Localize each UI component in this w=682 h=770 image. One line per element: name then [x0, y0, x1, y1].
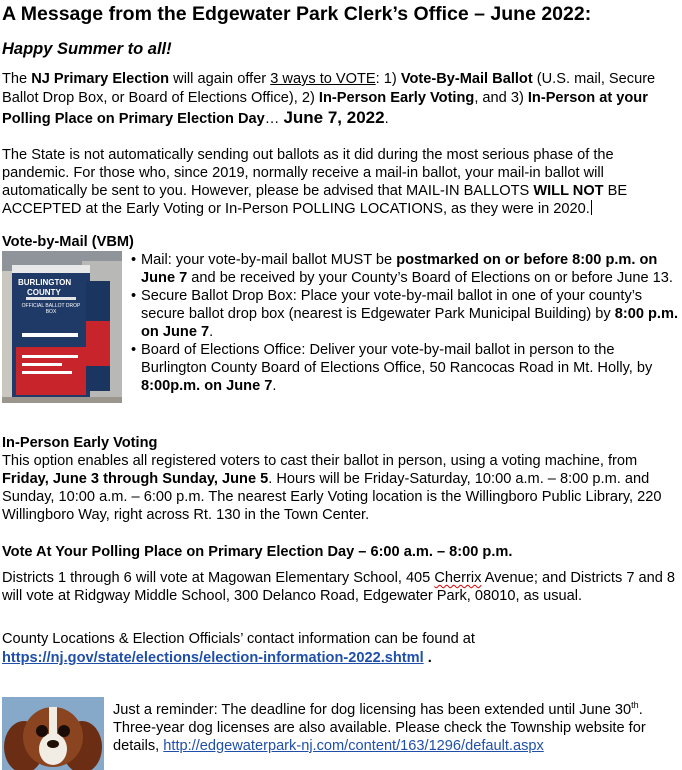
dog-text-sup: th [631, 700, 639, 711]
text-cursor [591, 200, 592, 215]
early-heading: In-Person Early Voting [2, 435, 158, 451]
primary-text-13: . [384, 111, 389, 127]
primary-text-7: (U.S. mail, Secure Ballot Drop Box, or Board of Elections Office), 2) [2, 71, 656, 106]
vbm-mail-deadline: postmarked on or before 8:00 p.m. on June 7 [141, 252, 658, 286]
early-text-3: . Hours will be Friday-Saturday, 10:00 a.m. – 8:00 p.m. and Sunday, 10:00 a.m. – 6:00 p.m. The nearest Early Voting location is the Willingboro Public Library, 220 Willingboro Way, right across Rt. 130 in the Town Center. [2, 471, 662, 523]
early-text-1: This option enables all registered voters to cast their ballot in person, using a voting machine, from [2, 453, 638, 469]
primary-paragraph [2, 70, 676, 129]
bullet-dot-icon: • [131, 342, 137, 358]
state-will-not: WILL NOT [533, 183, 604, 199]
county-link-period: . [423, 650, 432, 666]
polling-text-1: Districts 1 through 6 will vote at Magowan Elementary School, 405 [2, 570, 435, 586]
dog-text-1: Just a reminder: The deadline for dog licensing has been extended until June 30 [113, 702, 632, 718]
primary-3-ways: 3 ways to VOTE [270, 71, 376, 87]
dog-reminder [113, 701, 672, 755]
primary-text-11: … [264, 111, 284, 127]
ballot-drop-box-photo [2, 251, 122, 403]
page-title: A Message from the Edgewater Park Clerk’s Office – June 2022: [2, 3, 592, 25]
county-text: County Locations & Election Officials’ contact information can be found at [2, 631, 475, 647]
vbm-office-text-3: . [272, 378, 277, 394]
primary-nj-label: NJ Primary Election [31, 71, 170, 87]
polling-text-3: Avenue; and Districts 7 and 8 will vote at Ridgway Middle School, 300 Delanco Road, Edgewater Park, 08010, as usual. [2, 570, 676, 604]
primary-vbm-label: Vote-By-Mail Ballot [400, 71, 533, 87]
early-dates: Friday, June 3 through Sunday, June 5 [2, 471, 269, 487]
primary-inperson-label: In-Person at your Polling Place on Primary Election Day [2, 90, 648, 127]
greeting: Happy Summer to all! [2, 40, 172, 58]
primary-text-5: : 1) [375, 71, 401, 87]
state-paragraph [2, 146, 676, 218]
vbm-bullet-mail [131, 251, 678, 287]
primary-text-9: , and 3) [474, 90, 528, 106]
box-label-burlington: BURLINGTON [18, 278, 72, 287]
vbm-bullet-dropbox [131, 287, 678, 341]
state-text-3: BE ACCEPTED at the Early Voting or In-Person POLLING LOCATIONS, as they were in 2020. [2, 183, 628, 217]
county-elections-link[interactable]: https://nj.gov/state/elections/election-information-2022.shtml [2, 650, 424, 666]
dog-license-link[interactable]: http://edgewaterpark-nj.com/content/163/1296/default.aspx [163, 738, 544, 754]
vbm-dropbox-text-3: . [209, 324, 214, 340]
bullet-dot-icon: • [131, 252, 137, 268]
vbm-dropbox-deadline: 8:00 p.m. on June 7 [141, 306, 678, 340]
vbm-mail-text-3: and be received by your County’s Board of Elections on or before June 13. [187, 270, 673, 286]
vbm-heading: Vote-by-Mail (VBM) [2, 234, 134, 250]
polling-paragraph [2, 569, 676, 605]
vbm-office-deadline: 8:00p.m. on June 7 [141, 378, 273, 394]
vbm-office-text-1: Board of Elections Office: Deliver your vote-by-mail ballot in person to the Burlington County Board of Elections Office, 50 Rancocas Road in Mt. Holly, by [141, 342, 653, 376]
polling-heading: Vote At Your Polling Place on Primary Election Day – 6:00 a.m. – 8:00 p.m. [2, 544, 513, 560]
vbm-bullet-list [131, 251, 678, 395]
dog-photo [2, 697, 104, 770]
primary-text-1: The [2, 71, 32, 87]
dog-text-2: . Three-year dog licenses are also available. Please check the Township website for details, [113, 702, 646, 754]
vbm-dropbox-text-1: Secure Ballot Drop Box: Place your vote-by-mail ballot in one of your county’s secure ballot drop box (nearest is Edgewater Park Municipal Building) by [141, 288, 643, 322]
primary-date: June 7, 2022 [283, 108, 385, 127]
vbm-bullet-office [131, 341, 678, 395]
vbm-mail-text-1: Mail: your vote-by-mail ballot MUST be [141, 252, 397, 268]
primary-early-label: In-Person Early Voting [318, 90, 475, 106]
dog-illustration [2, 697, 104, 770]
box-label-county: COUNTY [27, 288, 61, 297]
state-text-1: The State is not automatically sending out ballots as it did during the most serious phase of the pandemic. For those who, since 2019, normally receive a mail-in ballot, your mail-in ballot will automatically be sent to you. However, please be advised that MAIL-IN BALLOTS [2, 147, 614, 199]
polling-street-name: Cherrix [434, 570, 482, 586]
box-label-official: OFFICIAL BALLOT DROP BOX [21, 303, 81, 315]
ballot-drop-box-illustration [2, 251, 122, 403]
county-link-line [2, 649, 676, 667]
early-paragraph [2, 452, 676, 524]
bullet-dot-icon: • [131, 288, 137, 304]
primary-text-3: will again offer [169, 71, 271, 87]
